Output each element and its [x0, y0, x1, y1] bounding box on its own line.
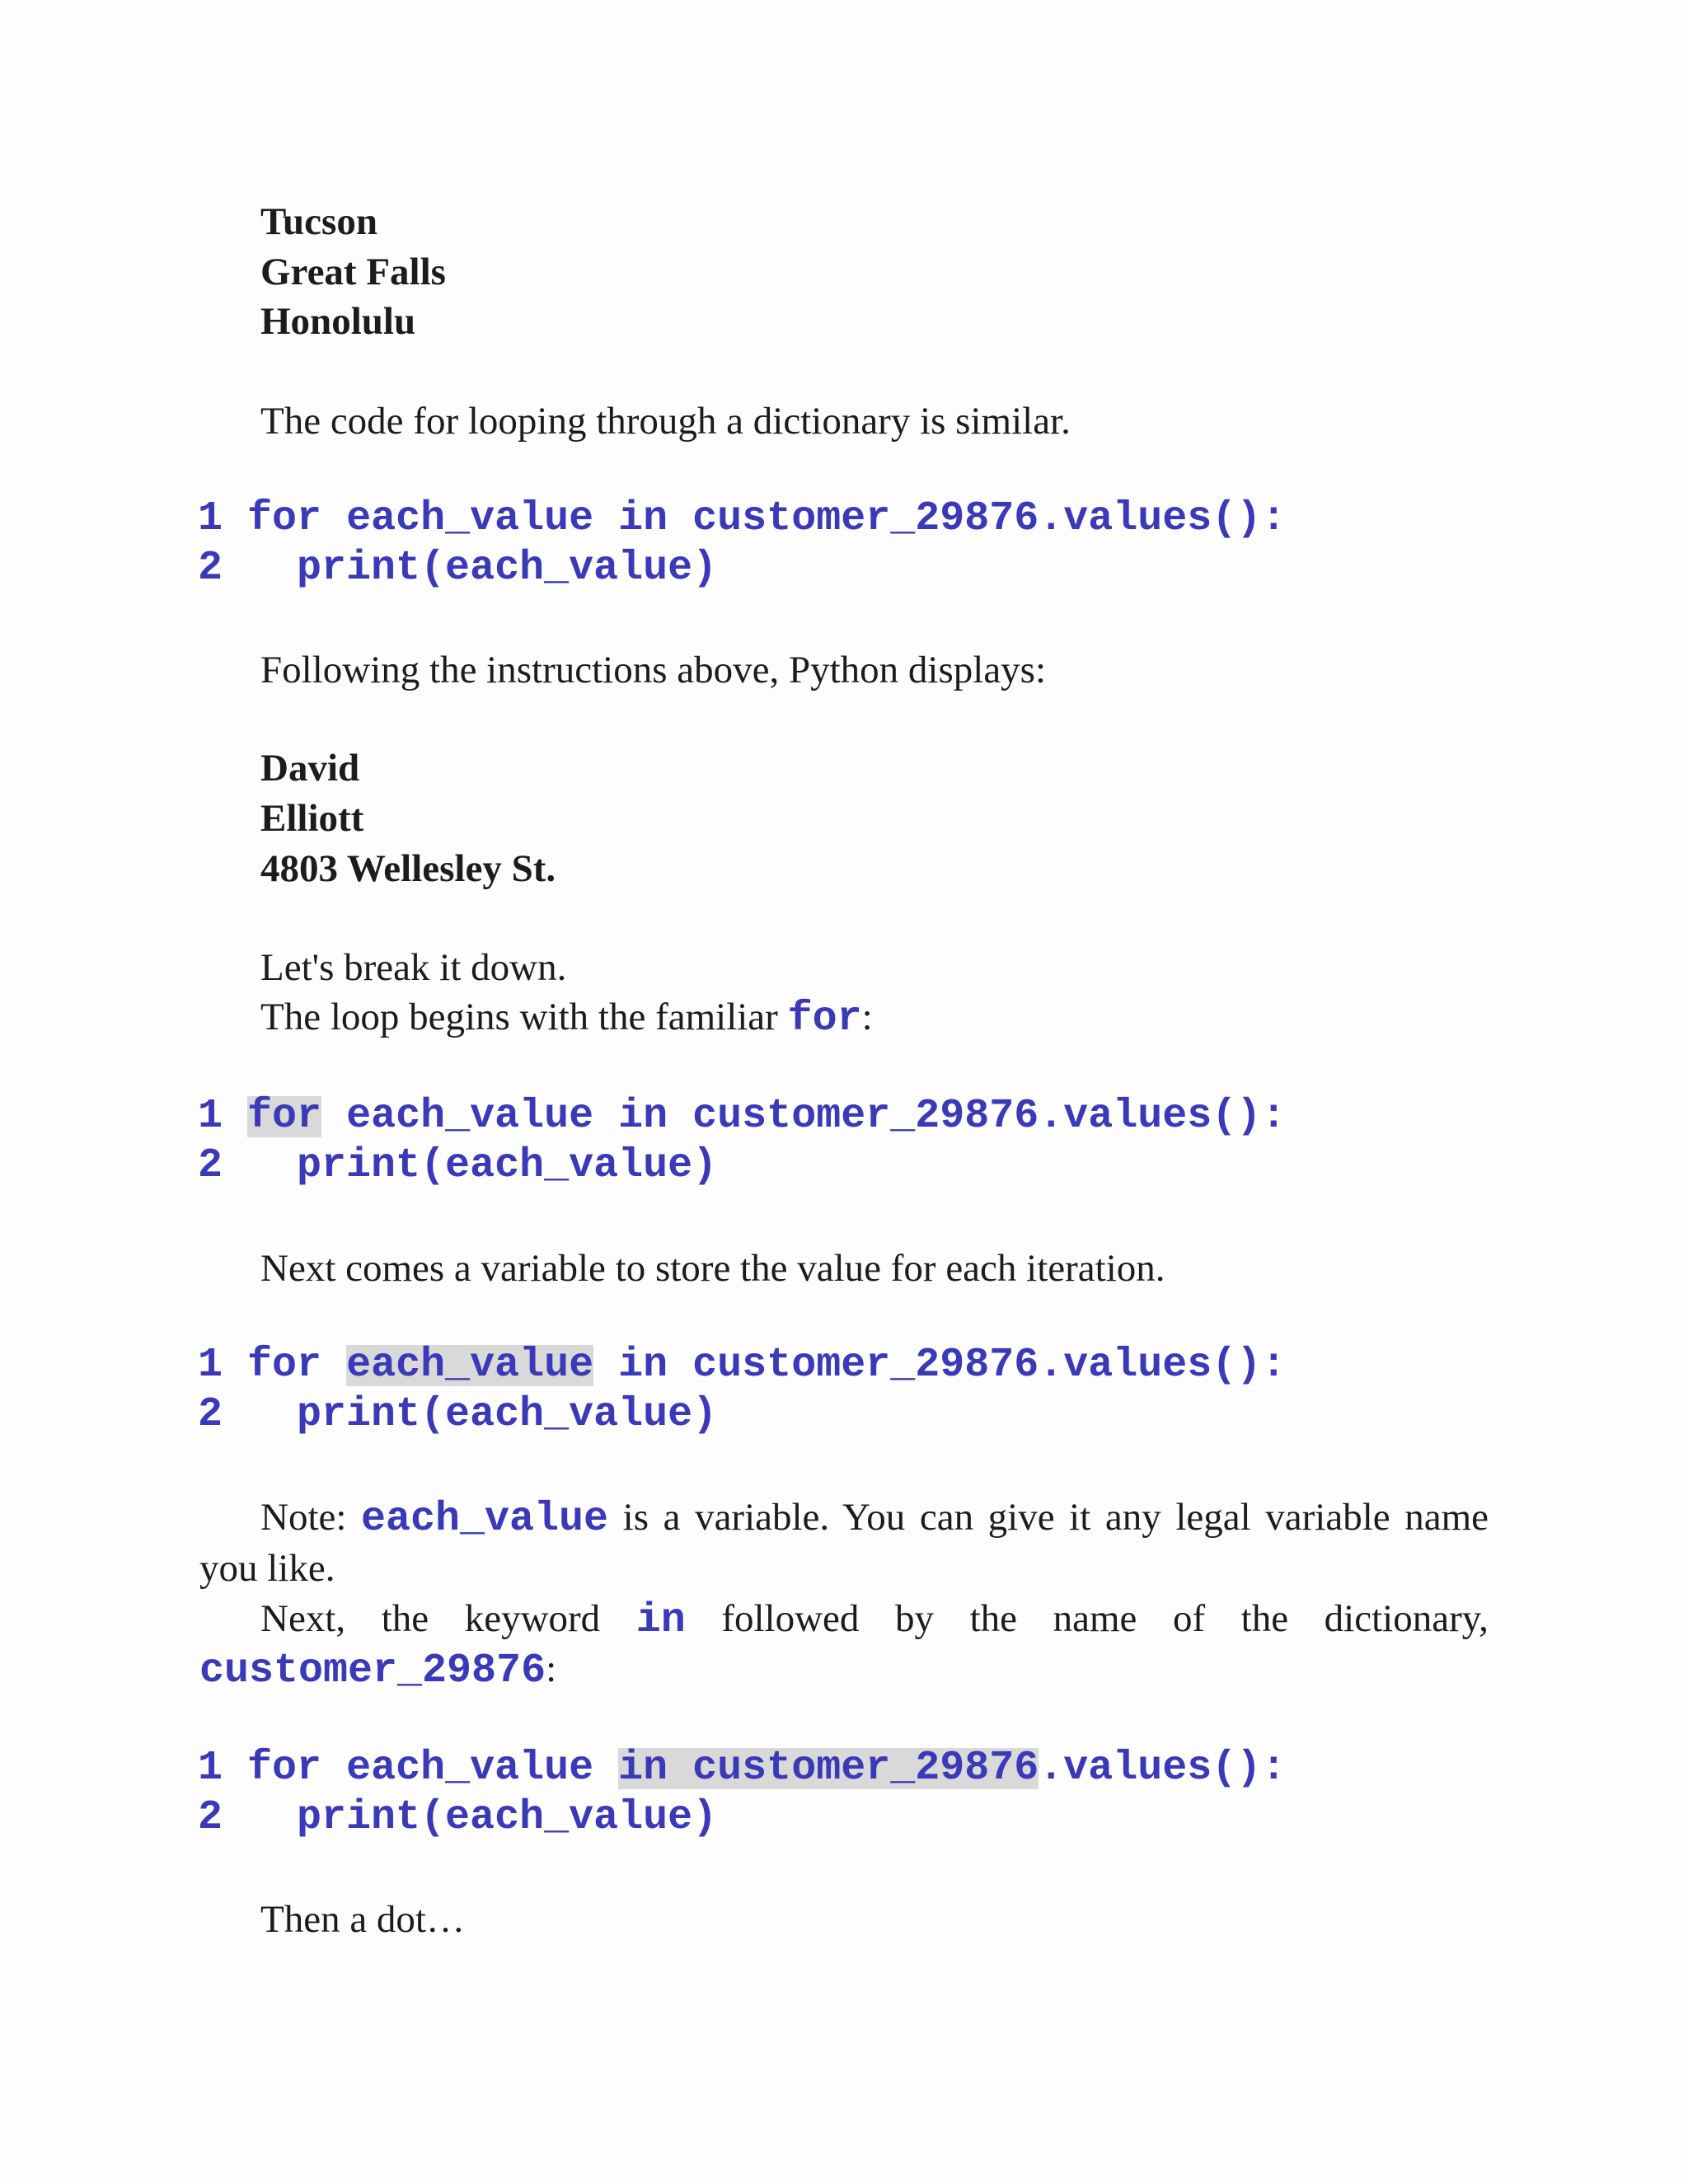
keyword-in: in [618, 1342, 668, 1389]
dictionary-name: customer_29876 [692, 1745, 1039, 1792]
code-block-2-line-1 [198, 1093, 1287, 1140]
line-number: 2 [198, 1142, 223, 1189]
variable-each-value-highlighted: each_value [346, 1342, 594, 1389]
output-line-elliott: Elliott [260, 797, 364, 840]
line-number: 2 [198, 1391, 223, 1438]
keyword-for: for [247, 495, 322, 542]
next-keyword-paragraph-line-2: customer_29876: [199, 1647, 557, 1694]
inline-code-in: in [635, 1597, 686, 1644]
code-block-3-line-1 [198, 1342, 1287, 1389]
dictionary-name: customer_29876 [692, 1093, 1039, 1140]
code-block-1-line-1 [198, 495, 1287, 542]
line-number: 2 [198, 1794, 223, 1841]
intro-paragraph: The code for looping through a dictionary is similar. [260, 400, 1071, 443]
keyword-for-highlighted: for [247, 1093, 322, 1140]
next-keyword-paragraph-line-1: Next, the keyword in followed by the name of the dictionary, [260, 1597, 1489, 1644]
print-statement: print(each_value) [297, 1142, 718, 1189]
values-method: .values(): [1039, 1093, 1287, 1140]
line-number: 1 [198, 1093, 223, 1140]
values-method: .values(): [1039, 1745, 1287, 1792]
keyword-for: for [247, 1342, 322, 1389]
code-block-4-line-1 [198, 1745, 1287, 1792]
line-number: 1 [198, 1342, 223, 1389]
breakdown-paragraph: Let's break it down. [260, 946, 567, 989]
code-block-3-line-2 [198, 1391, 718, 1438]
variable-each-value: each_value [346, 1093, 594, 1140]
variable-each-value: each_value [346, 1745, 594, 1792]
values-method: .values(): [1039, 495, 1287, 542]
code-block-4-line-2 [198, 1794, 718, 1841]
in-dictionary-highlighted [618, 1745, 1039, 1792]
print-statement: print(each_value) [297, 1794, 718, 1841]
note-paragraph-line-2: you like. [199, 1547, 335, 1590]
then-dot-paragraph: Then a dot… [260, 1898, 465, 1941]
inline-code-dictionary: customer_29876 [199, 1647, 546, 1694]
output-line-honolulu: Honolulu [260, 300, 416, 343]
loop-begins-paragraph: The loop begins with the familiar for: [260, 996, 873, 1043]
keyword-for: for [247, 1745, 322, 1792]
inline-code-for: for [787, 996, 862, 1043]
dictionary-name: customer_29876 [692, 495, 1039, 542]
print-statement: print(each_value) [297, 545, 718, 592]
output-line-tucson: Tucson [260, 200, 377, 243]
line-number: 2 [198, 545, 223, 592]
output-line-david: David [260, 747, 360, 790]
inline-code-each-value: each_value [361, 1496, 609, 1543]
line-number: 1 [198, 1745, 223, 1792]
keyword-in: in [618, 1745, 668, 1792]
note-paragraph-line-1: Note: each_value is a variable. You can give it any legal variable name [260, 1496, 1489, 1543]
code-block-1-line-2 [198, 545, 718, 592]
next-variable-paragraph: Next comes a variable to store the value for each iteration. [260, 1247, 1165, 1290]
output-line-address: 4803 Wellesley St. [260, 847, 556, 890]
line-number: 1 [198, 495, 223, 542]
variable-each-value: each_value [346, 495, 594, 542]
following-paragraph: Following the instructions above, Python displays: [260, 649, 1047, 691]
dictionary-name: customer_29876 [692, 1342, 1039, 1389]
code-block-2-line-2 [198, 1142, 718, 1189]
output-line-great-falls: Great Falls [260, 251, 446, 293]
keyword-in: in [618, 495, 668, 542]
print-statement: print(each_value) [297, 1391, 718, 1438]
values-method: .values(): [1039, 1342, 1287, 1389]
keyword-in: in [618, 1093, 668, 1140]
